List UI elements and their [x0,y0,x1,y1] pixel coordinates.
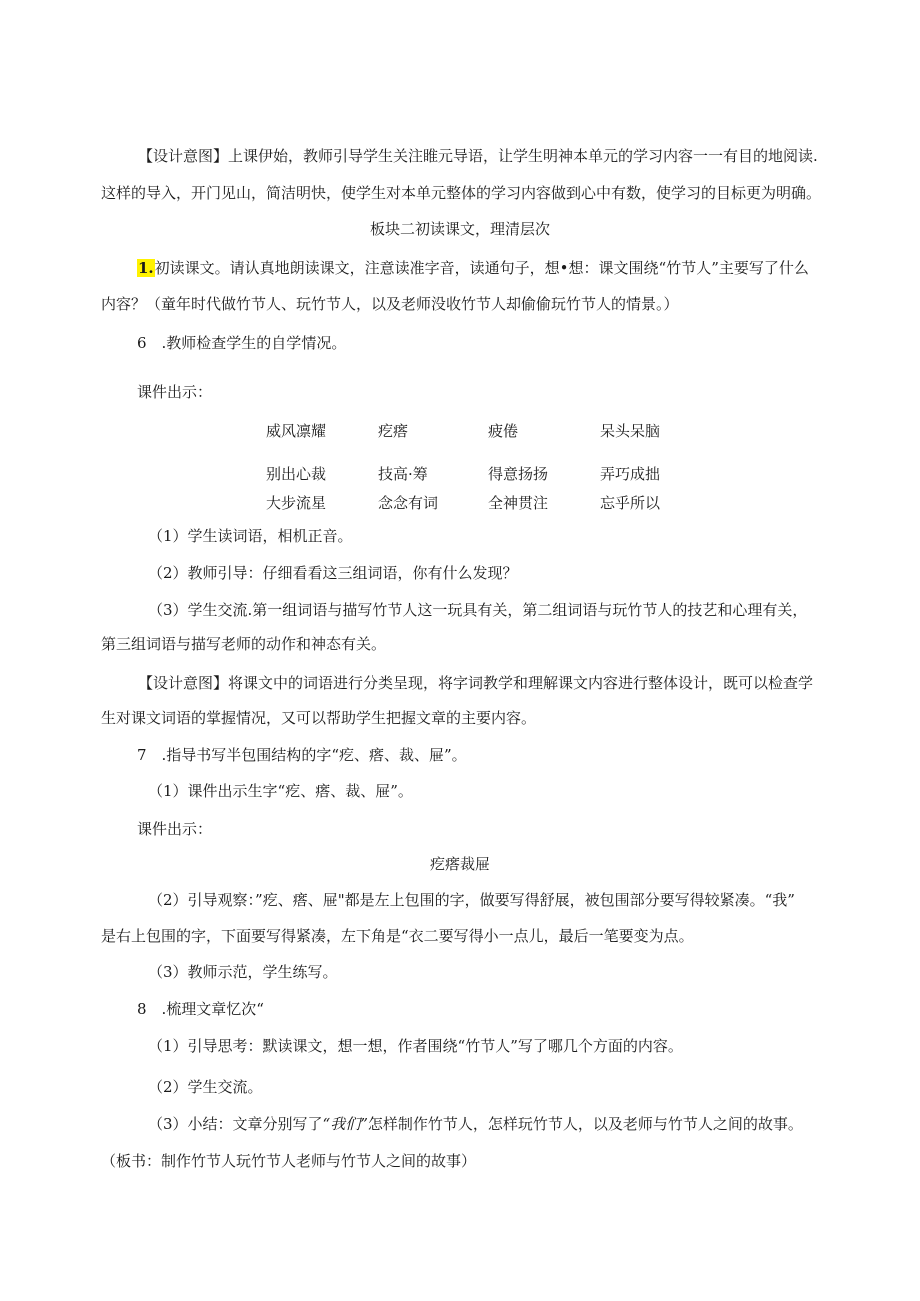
item-1-line1 [137,258,809,278]
item-1-line2: 内容？（童年时代做竹节人、玩竹节人，以及老师没收竹节人却偷偷玩竹节人的情景。） [101,295,679,313]
step-2: （2）教师引导：仔细看看这三组词语，你有什么发现？ [148,564,518,582]
design-intent-para-line2: 这样的导入，开门见山，简洁明快，使学生对本单元整体的学习内容做到心中有数，使学习的目标更为明确。 [101,184,822,202]
summary-we: “我们” [322,1115,368,1133]
word-cell: 技高·筹 [378,465,428,483]
word-cell: 别出心裁 [266,465,327,483]
design-intent-2-line1: 【设计意图】将课文中的词语进行分类呈现，将字词教学和理解课文内容进行整体设计，既可以检查学 [138,674,814,692]
word-cell: 全神贯注 [488,494,549,512]
word-cell: 弄巧成拙 [600,465,661,483]
item-8-step-2: （2）学生交流。 [148,1078,263,1096]
word-cell: 忘乎所以 [600,494,661,512]
word-cell: 疲倦 [488,422,519,440]
item-6: 6 .教师检查学生的自学情况。 [137,334,347,352]
summary-suffix: 怎样制作竹节人，怎样玩竹节人，以及老师与竹节人之间的故事。 [367,1115,803,1133]
item-7-step-2-line1: （2）引导观察：”疙、瘩、屉"都是左上包围的字，做要写得舒展，被包围部分要写得较紧凑。“我” [148,891,795,909]
blackboard-note: （板书：制作竹节人玩竹节人老师与竹节人之间的故事） [101,1152,477,1170]
step-3-line1: （3）学生交流.第一组词语与描写竹节人这一玩具有关，第二组词语与玩竹节人的技艺和心理有关， [148,601,808,619]
design-intent-para-line1: 【设计意图】上课伊始，教师引导学生关注睢元导语，让学生明神本单元的学习内容一一有目的地阅读. [138,147,818,165]
word-cell: 疙瘩 [378,422,409,440]
word-cell: 威风凛耀 [266,422,327,440]
item-1-number: 1. [138,259,154,277]
word-cell: 得意扬扬 [488,465,549,483]
item-8-step-1: （1）引导思考：默读课文，想一想，作者围绕“竹节人”写了哪几个方面的内容。 [148,1037,683,1055]
summary-prefix: （3）小结：文章分别写了 [148,1115,323,1133]
section-heading: 板块二初读课文，理清层次 [369,220,550,238]
courseware-label-1: 课件出示： [137,383,213,401]
design-intent-2-line2: 生对课文词语的掌握情况，又可以帮助学生把握文章的主要内容。 [101,709,537,727]
courseware-label-2: 课件出示： [137,820,213,838]
item-7-step-3: （3）教师示范，学生练写。 [148,963,338,981]
word-cell: 大步流星 [266,494,327,512]
item-7-step-2-line2: 是右上包围的字，下面要写得紧凑，左下角是“衣二要写得小一点儿，最后一笔要变为点。 [101,927,694,945]
item-8: 8 .梳理文章忆次“ [137,1000,264,1018]
item-7: 7 .指导书写半包围结构的字“疙、瘩、裁、屉”。 [137,746,467,764]
item-8-step-3 [148,1114,803,1134]
step-1: （1）学生读词语，相机正音。 [148,527,353,545]
word-cell: 呆头呆脑 [600,422,661,440]
word-cell: 念念有词 [378,494,439,512]
item-7-step-1: （1）课件出示生字“疙、瘩、裁、屉”。 [148,782,413,800]
item-1-text: 初读课文。请认真地朗读课文，注意读准字音，读通句子，想•想：课文围绕“竹节人”主要写了什么 [154,259,809,277]
character-display: 疙瘩裁屉 [429,855,490,873]
step-3-line2: 第三组词语与描写老师的动作和神态有关。 [101,635,387,653]
